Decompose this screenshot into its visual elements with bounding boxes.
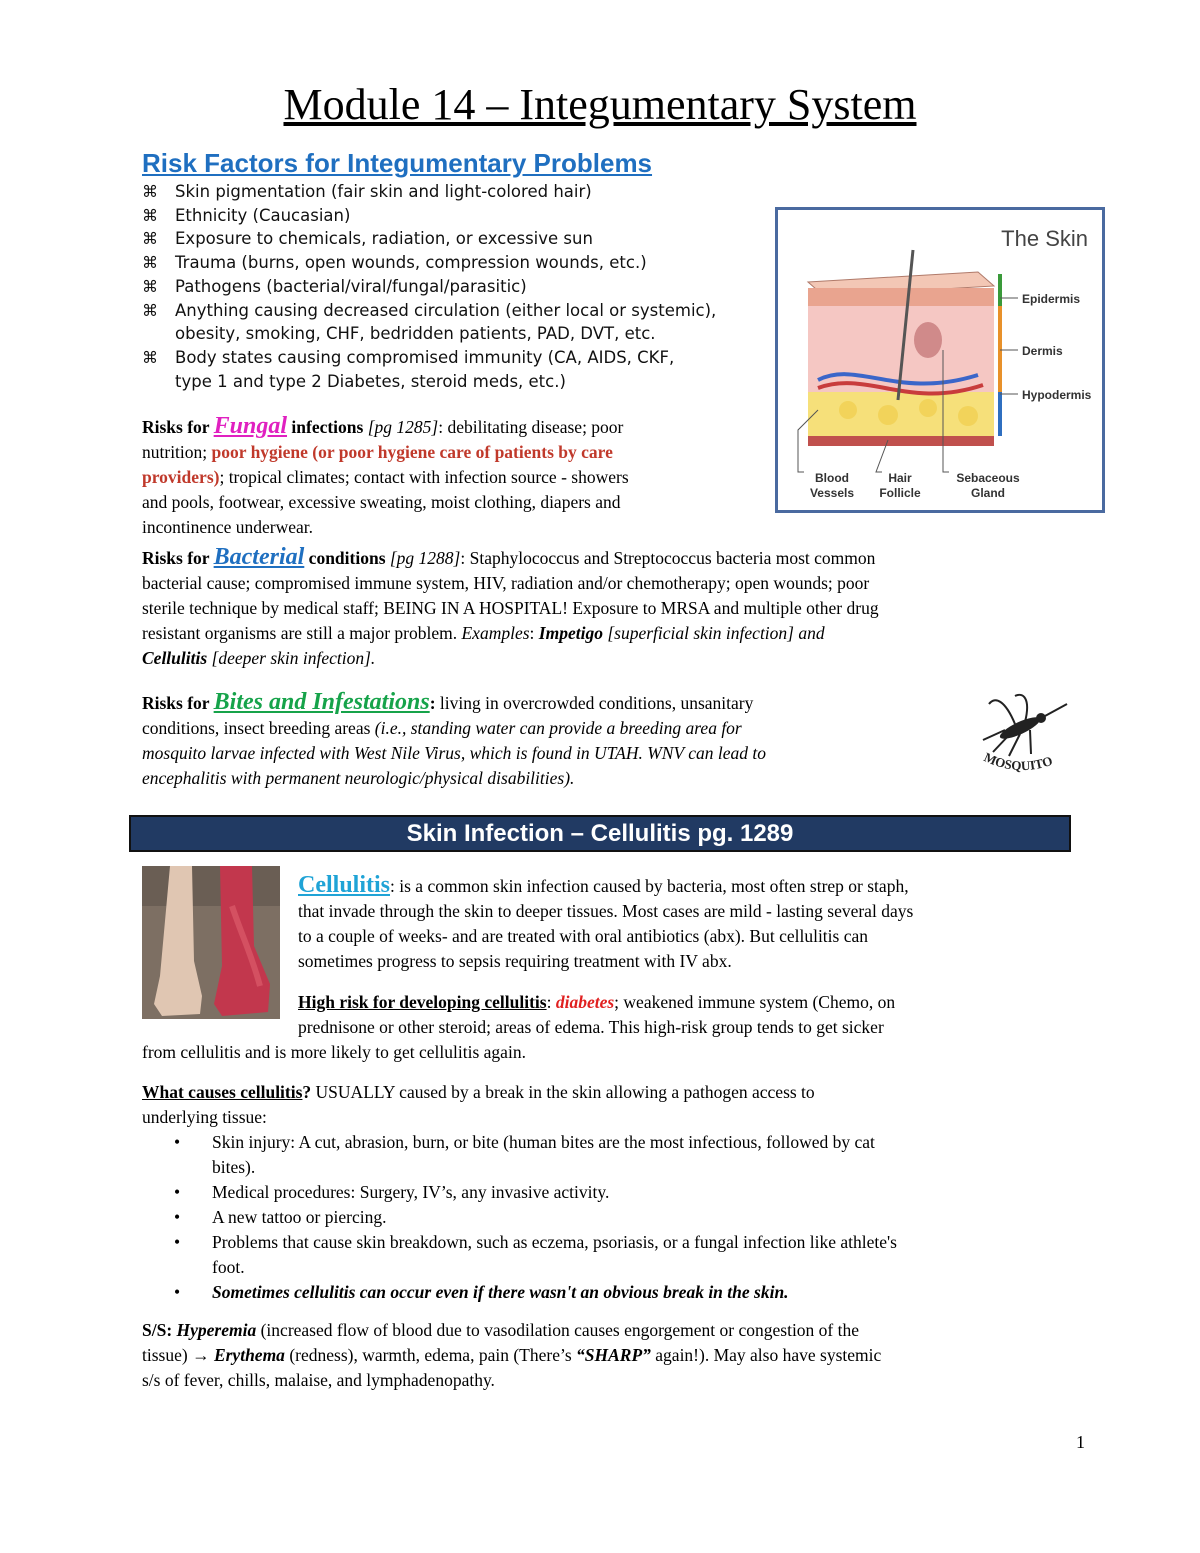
mosquito-label: MOSQUITO — [981, 749, 1055, 774]
label-hair: Hair — [888, 471, 912, 485]
command-bullet-icon: ⌘ — [142, 182, 158, 201]
causes-list — [142, 1130, 1082, 1280]
bacterial-keyword: Bacterial — [213, 544, 305, 570]
label-follicle: Follicle — [879, 486, 921, 500]
cellulitis-definition-paragraph: Cellulitis: is a common skin infection caused by bacteria, most often strep or staph, that invade through the skin to deeper tissues. Most cases are mild - lasting several days to a couple of weeks- and are treated with oral antibiotics (abx). But cellulitis can sometimes progress to sepsis requiring treatment with IV abx. — [298, 872, 914, 971]
bites-risks-paragraph: Risks for Bites and Infestations: living in overcrowded conditions, unsanitary conditions, insect breeding areas (i.e., standing water can provide a breeding area for mosquito larvae infected with West Nile Virus, which is found in UTAH. WNV can lead to encephalitis with permanent neurologic/physical disabilities). — [142, 689, 766, 788]
high-risk-line-3: from cellulitis and is more likely to get cellulitis again. — [142, 1042, 526, 1062]
label-epidermis: Epidermis — [1022, 292, 1081, 306]
risk-factor-item: ⌘ Anything causing decreased circulation (either local or systemic), obesity, smoking, CHF, bedridden patients, PAD, DVT, etc. — [142, 300, 717, 344]
label-dermis: Dermis — [1022, 344, 1063, 358]
section-banner-cellulitis: Skin Infection – Cellulitis pg. 1289 — [129, 815, 1071, 852]
cellulitis-foot-photo — [142, 866, 280, 1019]
high-risk-label: High risk for developing cellulitis — [298, 992, 547, 1012]
high-risk-line-2: prednisone or other steroid; areas of edema. This high-risk group tends to get sicker — [298, 1017, 884, 1037]
risk-factor-item: ⌘ Ethnicity (Caucasian) — [142, 204, 782, 228]
svg-text:MOSQUITO — [982, 749, 1055, 773]
mosquito-icon — [975, 690, 1075, 785]
command-bullet-icon: ⌘ — [142, 347, 158, 367]
fat-cell — [878, 405, 898, 425]
poor-hygiene-highlight: poor hygiene (or poor hygiene care of patients by care — [211, 442, 613, 462]
causes-label: What causes cellulitis — [142, 1082, 303, 1102]
label-hypodermis: Hypodermis — [1022, 388, 1092, 402]
sharp-term: “SHARP” — [576, 1345, 651, 1365]
command-bullet-icon: ⌘ — [142, 300, 158, 320]
label-sebaceous: Sebaceous — [956, 471, 1020, 485]
risk-factor-item: ⌘ Exposure to chemicals, radiation, or excessive sun — [142, 227, 782, 251]
page-number: 1 — [1076, 1432, 1085, 1452]
page-title: Module 14 – Integumentary System — [283, 80, 917, 129]
label-vessels: Vessels — [809, 486, 855, 500]
risk-factor-item: ⌘ Pathogens (bacterial/viral/fungal/parasitic) — [142, 275, 782, 299]
high-risk-line-1: High risk for developing cellulitis: diabetes; weakened immune system (Chemo, on — [298, 992, 896, 1012]
hyperemia-term: Hyperemia — [176, 1320, 257, 1340]
command-bullet-icon: ⌘ — [142, 253, 158, 273]
cellulitis-term: Cellulitis — [142, 648, 208, 668]
erythema-term: Erythema — [213, 1345, 285, 1365]
command-bullet-icon: ⌘ — [142, 205, 158, 225]
command-bullet-icon: ⌘ — [142, 229, 158, 249]
skin-diagram-figure — [775, 207, 1105, 513]
list-item: • Skin injury: A cut, abrasion, burn, or bite (human bites are the most infectious, followed by cat bites). — [174, 1132, 875, 1177]
ss-label: S/S: — [142, 1320, 173, 1340]
fat-cell — [919, 399, 937, 417]
command-bullet-icon: ⌘ — [142, 276, 158, 296]
diabetes-highlight: diabetes — [555, 992, 615, 1012]
signs-symptoms-paragraph: S/S: Hyperemia (increased flow of blood due to vasodilation causes engorgement or congestion of the tissue) → Erythema (redness), warmth, edema, pain (There’s “SHARP” again!). May also have systemic s/s of fever, chills, malaise, and lymphadenopathy. — [142, 1320, 882, 1390]
risk-factors-list — [142, 180, 782, 393]
epidermis-layer — [808, 288, 994, 306]
page-ref: [pg 1288] — [389, 548, 461, 568]
fungal-keyword: Fungal — [213, 413, 288, 439]
fat-cell — [958, 406, 978, 426]
list-item: • A new tattoo or piercing. — [174, 1207, 387, 1227]
page-ref: [pg 1285] — [367, 417, 439, 437]
list-item: • Problems that cause skin breakdown, such as eczema, psoriasis, or a fungal infection like athlete's foot. — [174, 1232, 897, 1277]
skin-cross-section-illustration — [778, 210, 1102, 510]
fat-cell — [839, 401, 857, 419]
sebaceous-gland — [914, 322, 942, 358]
label-blood: Blood — [815, 471, 849, 485]
risk-factor-item: ⌘ Skin pigmentation (fair skin and light-colored hair) — [142, 180, 782, 204]
label-gland: Gland — [970, 486, 1006, 500]
cellulitis-keyword: Cellulitis — [298, 872, 391, 898]
arrow-icon: → — [192, 1345, 210, 1365]
impetigo-term: Impetigo — [538, 623, 603, 643]
skin-figure-title: The Skin — [1001, 226, 1088, 251]
fungal-risks-paragraph: Risks for Fungal infections [pg 1285]: debilitating disease; poor nutrition; poor hygiene (or poor hygiene care of patients by care providers); tropical climates; contact with infection source - showers and pools, footwear, excessive sweating, moist clothing, diapers and incontinence underwear. — [142, 413, 629, 537]
muscle-layer — [808, 436, 994, 446]
risk-factor-item: ⌘ Trauma (burns, open wounds, compression wounds, etc.) — [142, 251, 782, 275]
list-item: • Medical procedures: Surgery, IV’s, any invasive activity. — [174, 1182, 610, 1202]
risk-factors-heading: Risk Factors for Integumentary Problems — [142, 148, 653, 178]
causes-paragraph: What causes cellulitis? USUALLY caused by a break in the skin allowing a pathogen access to underlying tissue: • Skin injury: A cut, abrasion, burn, or bite (human bites are the most infectious, followed by cat bites). • Medical procedures: Surgery, IV’s, any invasive activity. • A new tattoo or piercing. • Problems that cause skin breakdown, such as eczema, psoriasis, or a fungal infection like athlete's foot. • Sometimes cellulitis can occur even if there wasn't an obvious break in the skin. — [142, 1080, 1082, 1305]
bites-keyword: Bites and Infestations — [213, 689, 430, 715]
risk-factor-item: ⌘ Body states causing compromised immunity (CA, AIDS, CKF, type 1 and type 2 Diabetes, steroid meds, etc.) — [142, 347, 675, 391]
bacterial-risks-paragraph: Risks for Bacterial conditions [pg 1288]: Staphylococcus and Streptococcus bacteria most common bacterial cause; compromised immune system, HIV, radiation and/or chemotherapy; open wounds; poor sterile technique by medical staff; BEING IN A HOSPITAL! Exposure to MRSA and multiple other drug resistant organisms are still a major problem. Examples: Impetigo [superficial skin infection] and Cellulitis [deeper skin infection]. — [142, 544, 879, 668]
list-item: • Sometimes cellulitis can occur even if there wasn't an obvious break in the skin. — [174, 1282, 789, 1302]
